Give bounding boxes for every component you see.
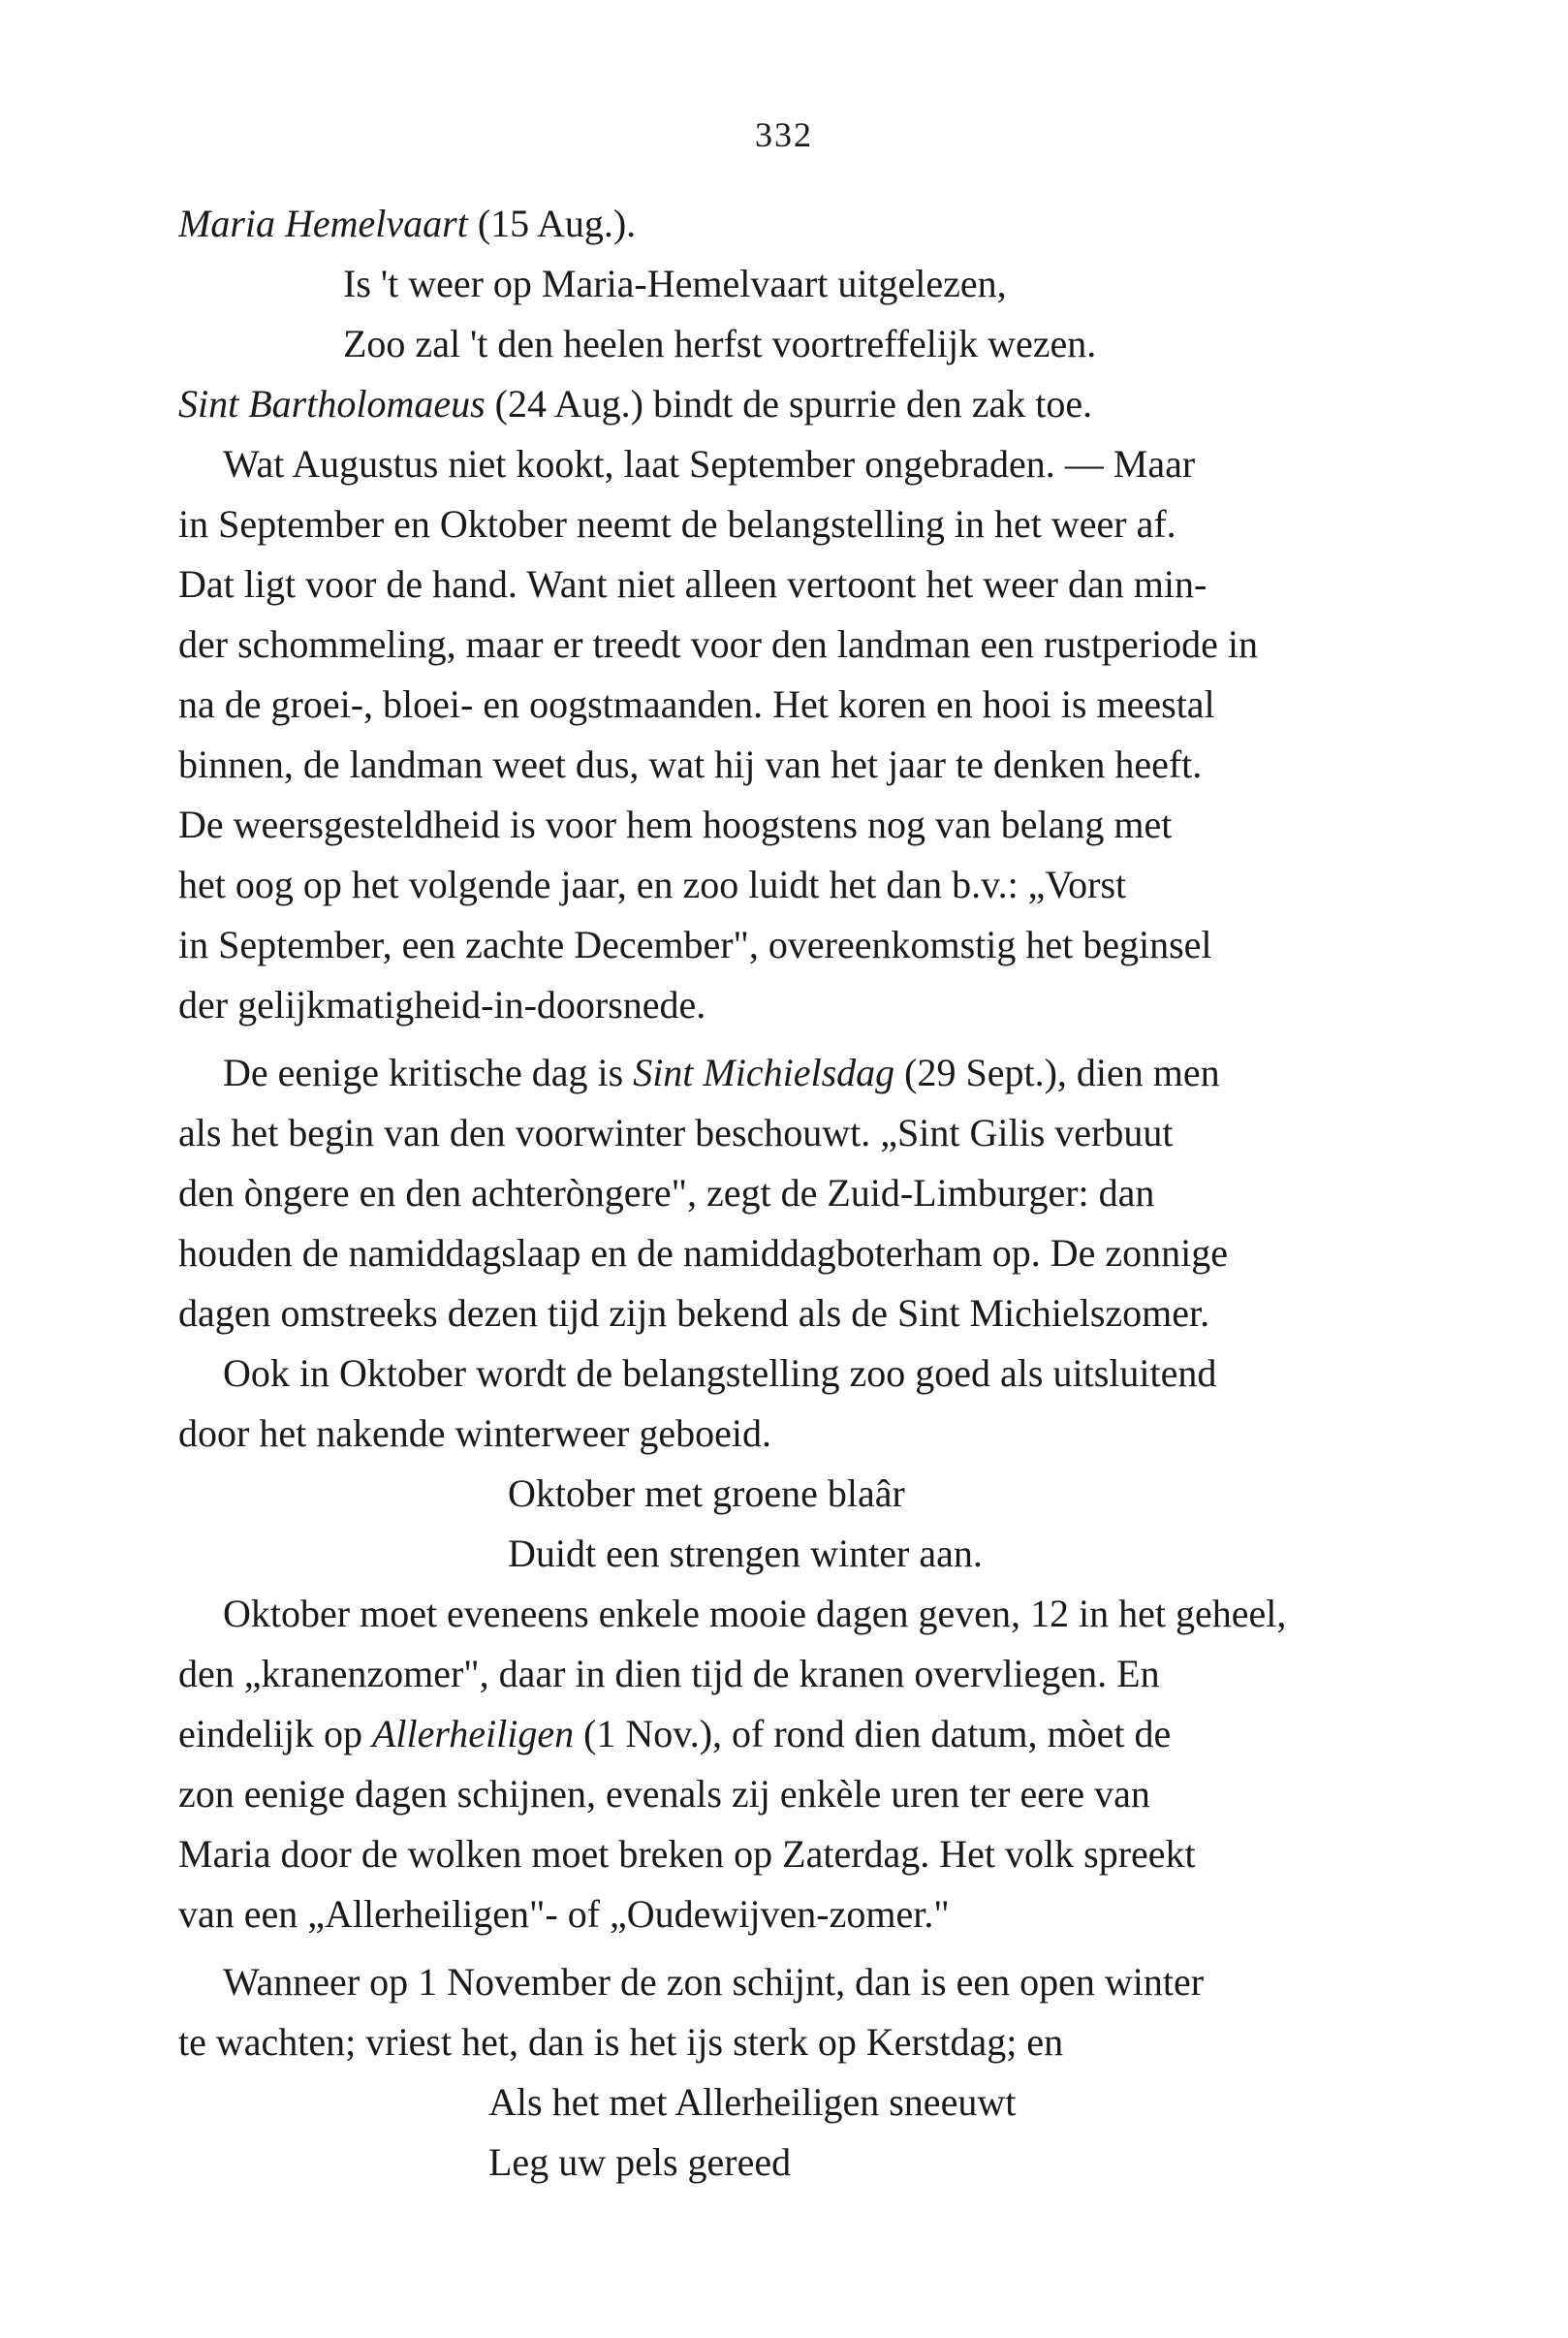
line-15: De eenige kritische dag is Sint Michielsdag (29 Sept.), dien men [223, 1051, 1220, 1094]
line-8: der schommeling, maar er treedt voor den landman een rustperiode in [178, 622, 1259, 666]
line-9: na de groei-, bloei- en oogstmaanden. Het koren en hooi is meestal [178, 682, 1215, 726]
line-29: van een „Allerheiligen"- of „Oudewijven-zomer." [178, 1892, 950, 1936]
line-22: Oktober met groene blaâr [508, 1471, 905, 1515]
italic-term: Sint Michielsdag [633, 1051, 895, 1094]
line-3: Zoo zal 't den heelen herfst voortreffelijk wezen. [343, 322, 1097, 365]
line-10: binnen, de landman weet dus, wat hij van het jaar te denken heeft. [178, 742, 1203, 786]
line-16: als het begin van den voorwinter beschouwt. „Sint Gilis verbuut [178, 1111, 1174, 1154]
line-27: zon eenige dagen schijnen, evenals zij enkèle uren ter eere van [178, 1772, 1150, 1816]
page-body [178, 194, 1421, 2193]
italic-term: Sint Bartholomaeus [178, 382, 486, 426]
line-30: Wanneer op 1 November de zon schijnt, dan is een open winter [223, 1960, 1205, 2004]
line-13: in September, een zachte December", overeenkomstig het beginsel [178, 923, 1212, 966]
line-6: in September en Oktober neemt de belangstelling in het weer af. [178, 502, 1176, 546]
line-7: Dat ligt voor de hand. Want niet alleen vertoont het weer dan min- [178, 562, 1207, 606]
line-26: eindelijk op Allerheiligen (1 Nov.), of rond dien datum, mòet de [178, 1712, 1172, 1755]
line-12: het oog op het volgende jaar, en zoo luidt het dan b.v.: „Vorst [178, 863, 1127, 906]
italic-term: Maria Hemelvaart [178, 202, 468, 245]
line-11: De weersgesteldheid is voor hem hoogstens nog van belang met [178, 803, 1173, 846]
line-20: Ook in Oktober wordt de belangstelling zoo goed als uitsluitend [223, 1351, 1217, 1395]
line-1: Maria Hemelvaart (15 Aug.). [178, 202, 637, 245]
line-17: den òngere en den achteròngere", zegt de Zuid-Limburger: dan [178, 1171, 1155, 1215]
italic-term: Allerheiligen [371, 1712, 575, 1755]
line-14: der gelijkmatigheid-in-doorsnede. [178, 983, 706, 1027]
line-25: den „kranenzomer", daar in dien tijd de kranen overvliegen. En [178, 1652, 1160, 1695]
line-31: te wachten; vriest het, dan is het ijs sterk op Kerstdag; en [178, 2020, 1064, 2064]
line-21: door het nakende winterweer geboeid. [178, 1411, 771, 1455]
line-5: Wat Augustus niet kookt, laat September ongebraden. — Maar [223, 442, 1196, 486]
line-2: Is 't weer op Maria-Hemelvaart uitgelezen, [343, 262, 1007, 305]
line-33: Leg uw pels gereed [488, 2140, 792, 2184]
line-19: dagen omstreeks dezen tijd zijn bekend als de Sint Michielszomer. [178, 1291, 1210, 1335]
line-32: Als het met Allerheiligen sneeuwt [488, 2080, 1017, 2124]
line-4: Sint Bartholomaeus (24 Aug.) bindt de spurrie den zak toe. [178, 382, 1093, 426]
line-18: houden de namiddagslaap en de namiddagboterham op. De zonnige [178, 1231, 1228, 1275]
page-number: 332 [755, 115, 813, 154]
line-23: Duidt een strengen winter aan. [508, 1532, 983, 1575]
line-28: Maria door de wolken moet breken op Zaterdag. Het volk spreekt [178, 1832, 1196, 1876]
line-24: Oktober moet eveneens enkele mooie dagen geven, 12 in het geheel, [223, 1592, 1287, 1635]
